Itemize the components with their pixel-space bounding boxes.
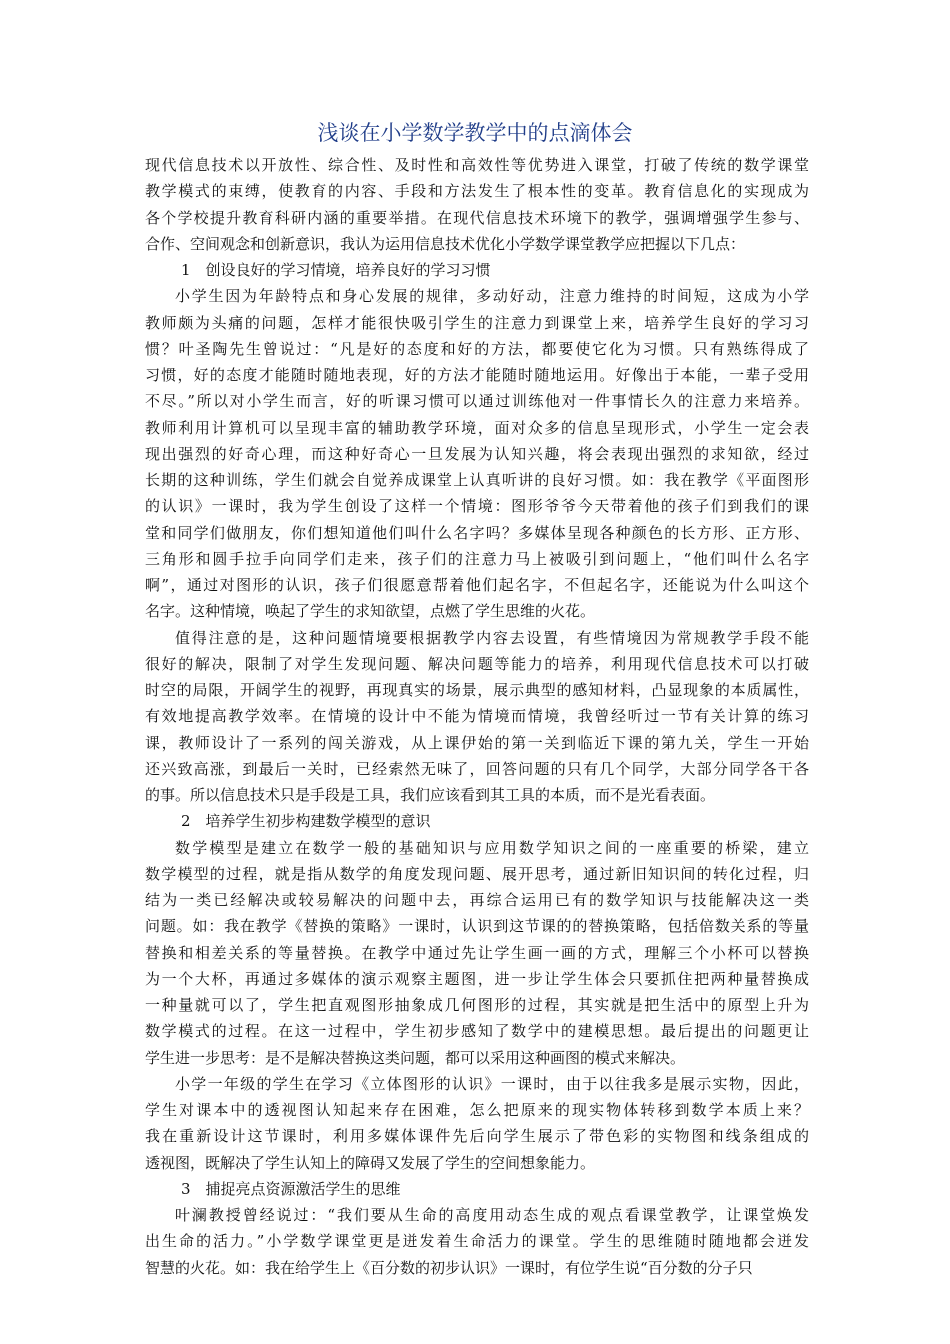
paragraph <box>145 283 809 624</box>
text-line: 小学一年级的学生在学习《立体图形的认识》一课时，由于以往我多是展示实物，因此， <box>175 1074 809 1093</box>
section-heading <box>145 808 809 834</box>
section-heading <box>145 257 809 283</box>
text-line: 值得注意的是，这种问题情境要根据教学内容去设置，有些情境因为常规教学手段不能 <box>175 628 809 647</box>
document-body <box>145 152 809 1281</box>
text-line: 习惯，好的态度才能随时随地表现，好的方法才能随时随地运用。好像出于本能，一辈子受用 <box>145 366 809 384</box>
heading-text: 3 捕捉亮点资源激活学生的思维 <box>181 1179 401 1198</box>
text-line: 三角形和圆手拉手向同学们走来，孩子们的注意力马上被吸引到问题上，“他们叫什么名字 <box>145 549 809 568</box>
text-line: 现出强烈的好奇心理，而这种好奇心一旦发展为认知兴趣，将会表现出强烈的求知欲，经过 <box>145 444 809 463</box>
text-line: 叶澜教授曾经说过：“我们要从生命的高度用动态生成的观点看课堂教学，让课堂焕发 <box>175 1206 809 1224</box>
text-line: 课，教师设计了一系列的闯关游戏，从上课伊始的第一关到临近下课的第九关，学生一开始 <box>145 733 809 752</box>
text-line: 名字。这种情境，唤起了学生的求知欲望，点燃了学生思维的火花。 <box>145 602 596 621</box>
paragraph <box>145 1071 809 1176</box>
text-line: 教学模式的束缚，使教育的内容、手段和方法发生了根本性的变革。教育信息化的实现成为 <box>145 182 809 201</box>
text-line: 长期的这种训练，学生们就会自觉养成课堂上认真听讲的良好习惯。如：我在教学《平面图形 <box>145 471 809 489</box>
text-line: 很好的解决，限制了对学生发现问题、解决问题等能力的培养，利用现代信息技术可以打破 <box>145 654 809 673</box>
document-title: 浅谈在小学数学教学中的点滴体会 <box>317 121 633 145</box>
text-line: 教师颇为头痛的问题，怎样才能很快吸引学生的注意力到课堂上来，培养学生良好的学习习 <box>145 313 809 332</box>
text-line: 结为一类已经解决或较易解决的问题中去，再综合运用已有的数学知识与技能解决这一类 <box>145 891 809 909</box>
text-line: 出生命的活力。”小学数学课堂更是迸发着生命活力的课堂。学生的思维随时随地都会迸发 <box>145 1232 809 1251</box>
text-line: 合作、空间观念和创新意识，我认为运用信息技术优化小学数学课堂教学应把握以下几点： <box>145 234 746 253</box>
text-line: 学生进一步思考：是不是解决替换这类问题，都可以采用这种画图的模式来解决。 <box>145 1048 686 1067</box>
text-line: 惯？叶圣陶先生曾说过：“凡是好的态度和好的方法，都要使它化为习惯。只有熟练得成了 <box>145 339 809 358</box>
paragraph <box>145 835 809 1071</box>
text-line: 数学模式的过程。在这一过程中，学生初步感知了数学中的建模思想。最后提出的问题更让 <box>145 1022 809 1041</box>
text-line: 教师利用计算机可以呈现丰富的辅助教学环境，面对众多的信息呈现形式，小学生一定会表 <box>145 418 809 437</box>
text-line: 现代信息技术以开放性、综合性、及时性和高效性等优势进入课堂，打破了传统的数学课堂 <box>145 156 809 174</box>
paragraph <box>145 625 809 809</box>
paragraph <box>145 1202 809 1281</box>
text-line: 智慧的火花。如：我在给学生上《百分数的初步认识》一课时，有位学生说“百分数的分子只 <box>145 1258 753 1277</box>
text-line: 为一个大杯，再通过多媒体的演示观察主题图，进一步让学生体会只要抓住把两种量替换成 <box>145 969 809 988</box>
text-line: 啊”，通过对图形的认识，孩子们很愿意帮着他们起名字，不但起名字，还能说为什么叫这个 <box>145 576 809 594</box>
text-line: 数学模型的过程，就是指从数学的角度发现问题、展开思考，通过新旧知识间的转化过程，归 <box>145 864 809 883</box>
text-line: 还兴致高涨，到最后一关时，已经索然无味了，回答问题的只有几个同学，大部分同学各干各 <box>145 759 809 778</box>
text-line: 透视图，既解决了学生认知上的障碍又发展了学生的空间想象能力。 <box>145 1153 596 1172</box>
text-line: 各个学校提升教育科研内涵的重要举措。在现代信息技术环境下的教学，强调增强学生参与、 <box>145 208 809 227</box>
text-line: 数学模型是建立在数学一般的基础知识与应用数学知识之间的一座重要的桥梁，建立 <box>175 838 809 857</box>
text-line: 堂和同学们做朋友，你们想知道他们叫什么名字吗？多媒体呈现各种颜色的长方形、正方形、 <box>145 523 809 542</box>
heading-text: 2 培养学生初步构建数学模型的意识 <box>181 812 431 831</box>
heading-text: 1 创设良好的学习情境，培养良好的学习习惯 <box>181 261 491 279</box>
text-line: 我在重新设计这节课时，利用多媒体课件先后向学生展示了带色彩的实物图和线条组成的 <box>145 1127 809 1146</box>
paragraph <box>145 152 809 257</box>
text-line: 一种量就可以了，学生把直观图形抽象成几何图形的过程，其实就是把生活中的原型上升为 <box>145 996 809 1014</box>
text-line: 时空的局限，开阔学生的视野，再现真实的场景，展示典型的感知材料，凸显现象的本质属性， <box>145 681 809 699</box>
text-line: 的事。所以信息技术只是手段是工具，我们应该看到其工具的本质，而不是光看表面。 <box>145 786 716 804</box>
text-line: 小学生因为年龄特点和身心发展的规律，多动好动，注意力维持的时间短，这成为小学 <box>175 287 809 306</box>
section-heading <box>145 1176 809 1202</box>
text-line: 替换和相差关系的等量替换。在教学中通过先让学生画一画的方式，理解三个小杯可以替换 <box>145 943 809 962</box>
text-line: 的认识》一课时，我为学生创设了这样一个情境：图形爷爷今天带着他的孩子们到我们的课 <box>145 497 809 516</box>
text-line: 问题。如：我在教学《替换的策略》一课时，认识到这节课的的替换策略，包括倍数关系的等量 <box>145 917 809 936</box>
text-line: 不尽。”所以对小学生而言，好的听课习惯可以通过训练他对一件事情长久的注意力来培养。 <box>145 392 809 411</box>
text-line: 有效地提高教学效率。在情境的设计中不能为情境而情境，我曾经听过一节有关计算的练习 <box>145 707 809 726</box>
text-line: 学生对课本中的透视图认知起来存在困难，怎么把原来的现实物体转移到数学本质上来？ <box>145 1101 809 1119</box>
